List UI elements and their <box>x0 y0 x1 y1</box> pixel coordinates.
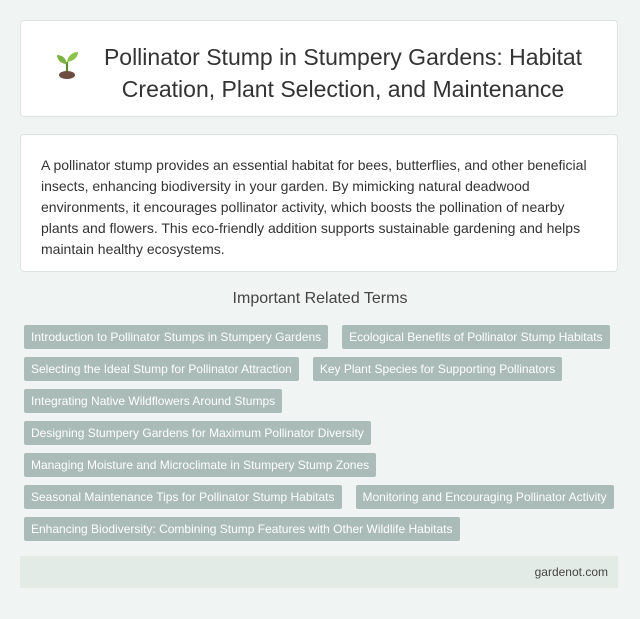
title-card <box>20 20 618 117</box>
description-text: A pollinator stump provides an essential habitat for bees, butterflies, and other beneficial insects, enhancing biodiversity in your garden. By mimicking natural deadwood environments, it encourages pollinator activity, which boosts the pollination of nearby plants and flowers. This eco-friendly addition supports sustainable gardening and helps maintain healthy ecosystems. <box>41 157 587 257</box>
related-term-tag[interactable]: Introduction to Pollinator Stumps in Stumpery Gardens <box>24 325 328 349</box>
related-term-tag[interactable]: Selecting the Ideal Stump for Pollinator Attraction <box>24 357 299 381</box>
sprout-icon <box>49 45 85 81</box>
related-term-tag[interactable]: Monitoring and Encouraging Pollinator Activity <box>356 485 614 509</box>
related-term-tag[interactable]: Ecological Benefits of Pollinator Stump Habitats <box>342 325 609 349</box>
related-term-tag[interactable]: Integrating Native Wildflowers Around Stumps <box>24 389 282 413</box>
related-term-tag[interactable]: Seasonal Maintenance Tips for Pollinator Stump Habitats <box>24 485 342 509</box>
title-row <box>49 41 593 105</box>
page-title: Pollinator Stump in Stumpery Gardens: Habitat Creation, Plant Selection, and Maintenance <box>103 44 583 102</box>
description-card <box>20 134 618 272</box>
related-term-tag[interactable]: Enhancing Biodiversity: Combining Stump Features with Other Wildlife Habitats <box>24 517 460 541</box>
related-term-tag[interactable]: Designing Stumpery Gardens for Maximum Pollinator Diversity <box>24 421 371 445</box>
footer-site[interactable]: gardenot.com <box>534 565 608 579</box>
related-term-tag[interactable]: Key Plant Species for Supporting Pollinators <box>313 357 562 381</box>
footer <box>20 556 618 588</box>
related-term-tag[interactable]: Managing Moisture and Microclimate in Stumpery Stump Zones <box>24 453 376 477</box>
related-terms-list <box>24 325 620 541</box>
related-terms-heading: Important Related Terms <box>232 290 408 307</box>
